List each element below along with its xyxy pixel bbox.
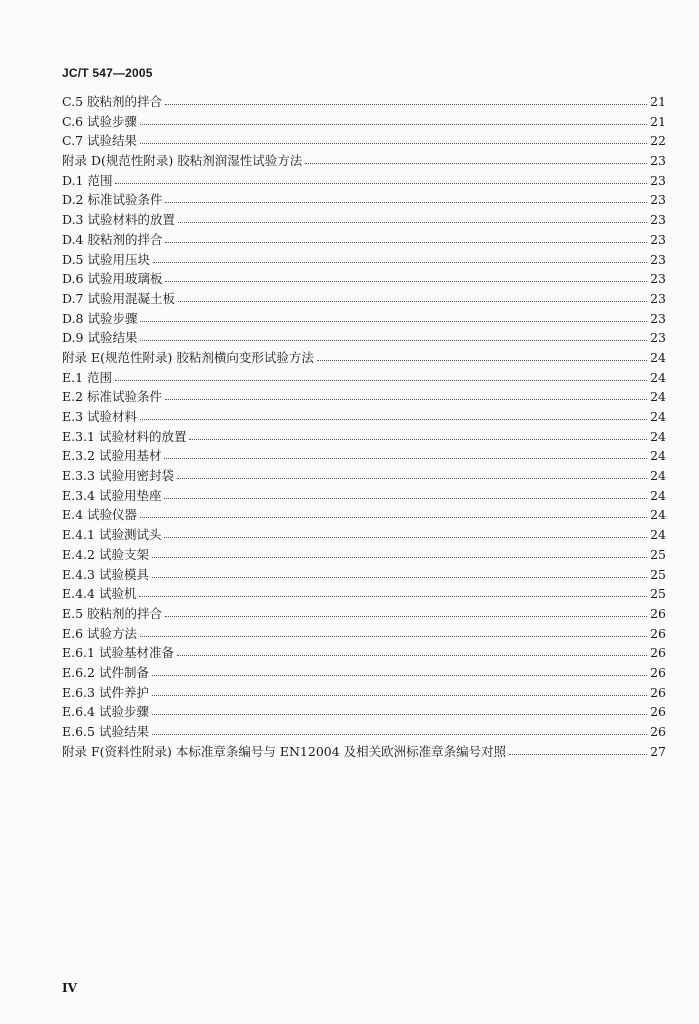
- toc-entry: [62, 565, 666, 585]
- toc-leader-dots: [140, 623, 647, 637]
- toc-entry-page: 23: [650, 310, 666, 326]
- toc-entry-label: E.6.3 试件养护: [62, 684, 149, 700]
- toc-leader-dots: [139, 584, 647, 598]
- toc-entry: [62, 466, 666, 486]
- toc-entry: [62, 407, 666, 427]
- toc-entry-label: D.1 范围: [62, 172, 113, 188]
- toc-entry-page: 24: [650, 487, 666, 503]
- toc-entry: [62, 742, 666, 762]
- toc-entry: [62, 309, 666, 329]
- toc-entry-label: D.5 试验用压块: [62, 251, 150, 267]
- document-code: JC/T 547—2005: [62, 66, 153, 80]
- toc-entry-label: D.3 试验材料的放置: [62, 212, 175, 228]
- toc-entry: [62, 545, 666, 565]
- toc-entry-page: 26: [650, 605, 666, 621]
- toc-entry: [62, 505, 666, 525]
- toc-entry-page: 24: [650, 409, 666, 424]
- toc-entry: [62, 663, 666, 683]
- toc-entry-label: E.6.2 试件制备: [62, 664, 149, 680]
- toc-leader-dots: [153, 249, 647, 263]
- toc-leader-dots: [178, 210, 647, 224]
- toc-entry-page: 23: [650, 330, 666, 346]
- toc-leader-dots: [317, 347, 647, 361]
- toc-leader-dots: [165, 603, 647, 617]
- toc-leader-dots: [177, 643, 647, 657]
- toc-leader-dots: [140, 131, 647, 145]
- toc-entry-label: E.6.4 试验步骤: [62, 704, 149, 720]
- toc-entry-page: 23: [650, 271, 666, 287]
- toc-entry-label: E.3.3 试验用密封袋: [62, 468, 174, 484]
- toc-leader-dots: [152, 722, 647, 736]
- toc-entry-label: E.3.4 试验用垫座: [62, 487, 162, 503]
- toc-entry-label: D.4 胶粘剂的拌合: [62, 231, 163, 247]
- toc-leader-dots: [152, 544, 647, 558]
- toc-entry-label: D.8 试验步骤: [62, 310, 138, 326]
- toc-leader-dots: [140, 407, 647, 421]
- toc-entry: [62, 348, 666, 368]
- toc-entry: [62, 387, 666, 407]
- toc-entry: [62, 702, 666, 722]
- toc-entry-page: 25: [650, 586, 666, 602]
- toc-entry: [62, 269, 666, 289]
- toc-leader-dots: [164, 446, 647, 460]
- toc-leader-dots: [164, 525, 647, 539]
- toc-leader-dots: [152, 702, 647, 716]
- toc-entry-page: 24: [650, 448, 666, 464]
- toc-entry-label: D.7 试验用混凝土板: [62, 290, 175, 306]
- toc-entry: [62, 722, 666, 742]
- toc-entry: [62, 190, 666, 210]
- toc-entry-page: 24: [650, 369, 666, 385]
- toc-entry: [62, 604, 666, 624]
- toc-entry-page: 24: [650, 507, 666, 523]
- toc-leader-dots: [115, 170, 647, 184]
- toc-leader-dots: [509, 741, 647, 755]
- toc-entry-page: 23: [650, 153, 666, 169]
- toc-entry-page: 26: [650, 625, 666, 641]
- toc-entry-label: E.4.1 试验测试头: [62, 527, 162, 543]
- toc-entry-label: 附录 D(规范性附录) 胶粘剂润湿性试验方法: [62, 153, 303, 169]
- toc-leader-dots: [140, 328, 647, 342]
- toc-entry-label: E.6.5 试验结果: [62, 724, 149, 739]
- toc-entry-label: 附录 F(资料性附录) 本标准章条编号与 EN12004 及相关欧洲标准章条编号对照: [62, 743, 507, 759]
- toc-entry-page: 26: [650, 724, 666, 739]
- toc-leader-dots: [115, 367, 647, 381]
- toc-entry: [62, 112, 666, 132]
- toc-leader-dots: [140, 505, 647, 519]
- toc-entry-label: E.2 标准试验条件: [62, 389, 163, 405]
- toc-leader-dots: [305, 151, 647, 165]
- toc-entry: [62, 683, 666, 703]
- toc-entry: [62, 151, 666, 171]
- toc-entry-page: 23: [650, 212, 666, 228]
- toc-entry-label: E.3.2 试验用基材: [62, 448, 162, 464]
- toc-entry-page: 24: [650, 527, 666, 543]
- toc-entry: [62, 525, 666, 545]
- toc-entry-label: C.7 试验结果: [62, 133, 138, 149]
- toc-entry-label: D.9 试验结果: [62, 330, 138, 346]
- toc-entry: [62, 427, 666, 447]
- toc-leader-dots: [164, 485, 647, 499]
- toc-leader-dots: [140, 111, 647, 125]
- toc-entry-page: 24: [650, 349, 666, 365]
- toc-entry-label: E.3.1 试验材料的放置: [62, 428, 187, 444]
- toc-entry: [62, 446, 666, 466]
- toc-entry: [62, 230, 666, 250]
- toc-leader-dots: [189, 426, 647, 440]
- toc-leader-dots: [165, 190, 647, 204]
- toc-entry-page: 26: [650, 645, 666, 661]
- toc-entry-page: 23: [650, 192, 666, 208]
- toc-entry-label: C.6 试验步骤: [62, 113, 138, 129]
- toc-entry: [62, 131, 666, 151]
- toc-entry-page: 23: [650, 290, 666, 306]
- page-number: IV: [62, 981, 77, 995]
- toc-entry-page: 27: [650, 743, 666, 759]
- toc-entry-label: E.6 试验方法: [62, 625, 138, 641]
- toc-leader-dots: [152, 662, 647, 676]
- toc-leader-dots: [165, 269, 647, 283]
- toc-leader-dots: [152, 564, 647, 578]
- toc-entry: [62, 643, 666, 663]
- toc-leader-dots: [165, 387, 647, 401]
- toc-entry-page: 26: [650, 664, 666, 680]
- toc-entry-label: 附录 E(规范性附录) 胶粘剂横向变形试验方法: [62, 349, 314, 365]
- toc-entry-label: E.1 范围: [62, 369, 113, 385]
- toc-entry-label: E.4.4 试验机: [62, 586, 137, 602]
- toc-entry-page: 26: [650, 704, 666, 720]
- toc-entry-page: 24: [650, 389, 666, 405]
- toc-entry: [62, 328, 666, 348]
- toc-entry-label: E.3 试验材料: [62, 409, 138, 424]
- toc-entry-page: 21: [650, 94, 666, 109]
- toc-entry-label: E.4 试验仪器: [62, 507, 138, 523]
- toc-entry-label: E.4.2 试验支架: [62, 546, 149, 562]
- toc-entry-label: C.5 胶粘剂的拌合: [62, 94, 163, 109]
- toc-entry: [62, 289, 666, 309]
- toc-entry-page: 23: [650, 172, 666, 188]
- toc-leader-dots: [152, 682, 647, 696]
- toc-leader-dots: [140, 308, 647, 322]
- toc-entry: [62, 210, 666, 230]
- toc-entry-page: 23: [650, 251, 666, 267]
- toc-entry-page: 23: [650, 231, 666, 247]
- toc-entry: [62, 92, 666, 112]
- toc-entry: [62, 624, 666, 644]
- toc-leader-dots: [165, 229, 647, 243]
- toc-leader-dots: [178, 288, 647, 302]
- toc-entry-page: 22: [650, 133, 666, 149]
- toc-entry-page: 25: [650, 566, 666, 582]
- toc-entry-label: E.5 胶粘剂的拌合: [62, 605, 163, 621]
- toc-entry-page: 24: [650, 468, 666, 484]
- toc-entry: [62, 171, 666, 191]
- toc-entry: [62, 486, 666, 506]
- toc-entry-label: D.2 标准试验条件: [62, 192, 163, 208]
- table-of-contents: [62, 92, 666, 761]
- toc-entry-page: 25: [650, 546, 666, 562]
- toc-entry-label: E.6.1 试验基材准备: [62, 645, 174, 661]
- toc-leader-dots: [177, 466, 647, 480]
- toc-entry-page: 26: [650, 684, 666, 700]
- toc-entry: [62, 584, 666, 604]
- toc-leader-dots: [165, 92, 647, 106]
- toc-entry-label: E.4.3 试验模具: [62, 566, 149, 582]
- toc-entry-page: 24: [650, 428, 666, 444]
- toc-entry-label: D.6 试验用玻璃板: [62, 271, 163, 287]
- toc-entry-page: 21: [650, 113, 666, 129]
- toc-entry: [62, 368, 666, 388]
- toc-entry: [62, 250, 666, 270]
